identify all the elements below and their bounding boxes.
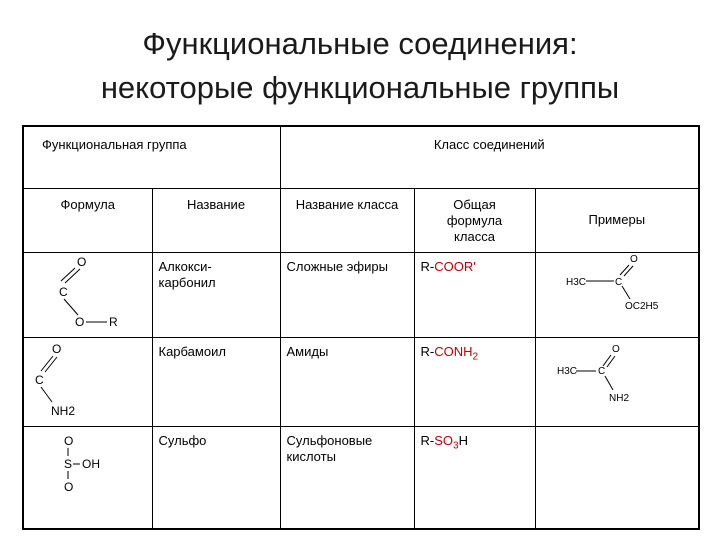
example-ethyl-acetate xyxy=(536,253,700,333)
atom-r: R xyxy=(109,314,118,329)
atom-c: C xyxy=(35,372,44,387)
header-examples: Примеры xyxy=(535,188,699,252)
atom-c: C xyxy=(59,284,68,299)
example-atom-oc2h5: OC2H5 xyxy=(624,300,658,312)
name-sulfo: Сульфо xyxy=(152,426,280,529)
general-formula-suffix: H xyxy=(458,432,468,448)
general-formula-prefix: R- xyxy=(420,258,435,274)
table-subheader-row xyxy=(23,188,699,252)
class-esters: Сложные эфиры xyxy=(280,252,414,337)
table-row xyxy=(23,252,699,337)
atom-oh: OH xyxy=(82,456,100,471)
title-line-1: Функциональные соединения: xyxy=(142,26,578,61)
header-compound-class: Класс соединений xyxy=(280,126,699,188)
formula-carbamoyl xyxy=(23,337,152,426)
atom-o-bottom: O xyxy=(64,479,74,494)
example-atom-nh2: NH2 xyxy=(608,392,629,404)
header-general-formula xyxy=(414,188,535,252)
atom-o-top: O xyxy=(77,254,87,269)
table-header-row xyxy=(23,126,699,188)
name-text: Алкокси-карбонил xyxy=(158,258,216,290)
name-alkoxycarbonyl xyxy=(152,252,280,337)
formula-sulfo xyxy=(23,426,152,529)
general-formula-prefix: R- xyxy=(420,432,435,448)
header-formula: Формула xyxy=(23,188,152,252)
example-atom-c: C xyxy=(614,276,622,288)
general-formula-group: CONH xyxy=(434,343,473,359)
general-formula-esters xyxy=(414,252,535,337)
general-formula-prefix: R- xyxy=(420,343,435,359)
general-formula-group: COOR' xyxy=(434,258,476,274)
functional-groups-table xyxy=(22,125,700,530)
class-amides: Амиды xyxy=(280,337,414,426)
general-formula-sulfonic xyxy=(414,426,535,529)
header-class-name: Название класса xyxy=(280,188,414,252)
header-name: Название xyxy=(152,188,280,252)
example-atom-h3c: H3C xyxy=(556,365,577,377)
general-formula-subscript: 2 xyxy=(472,351,479,363)
structure-alkoxycarbonyl xyxy=(24,253,153,333)
general-formula-amides xyxy=(414,337,535,426)
header-general-formula-text: Общая формула класса xyxy=(446,196,503,244)
table-row xyxy=(23,426,699,529)
example-ester xyxy=(535,252,699,337)
example-sulfonic xyxy=(535,426,699,529)
example-atom-o: O xyxy=(629,253,638,265)
table-row xyxy=(23,337,699,426)
class-sulfonic-acids xyxy=(280,426,414,529)
class-text: Сульфоновые кислоты xyxy=(286,432,373,464)
header-functional-group: Функциональная группа xyxy=(23,126,280,188)
example-acetamide xyxy=(536,338,700,422)
atom-o-top: O xyxy=(52,341,62,356)
example-atom-h3c: H3C xyxy=(565,276,586,288)
general-formula-subscript: 3 xyxy=(453,440,459,452)
name-carbamoyl: Карбамоил xyxy=(152,337,280,426)
example-atom-c: C xyxy=(597,365,605,377)
general-formula-group: SO xyxy=(434,432,454,448)
title-line-2: некоторые функциональные группы xyxy=(100,70,620,105)
slide-title xyxy=(0,22,720,110)
atom-s: S xyxy=(64,456,73,471)
example-amide xyxy=(535,337,699,426)
atom-o-top: O xyxy=(64,433,74,448)
atom-nh2: NH2 xyxy=(51,403,76,418)
structure-sulfo xyxy=(24,427,153,524)
example-atom-o: O xyxy=(611,343,620,355)
structure-carbamoyl xyxy=(24,338,153,422)
atom-o-bottom: O xyxy=(75,314,85,329)
formula-alkoxycarbonyl xyxy=(23,252,152,337)
